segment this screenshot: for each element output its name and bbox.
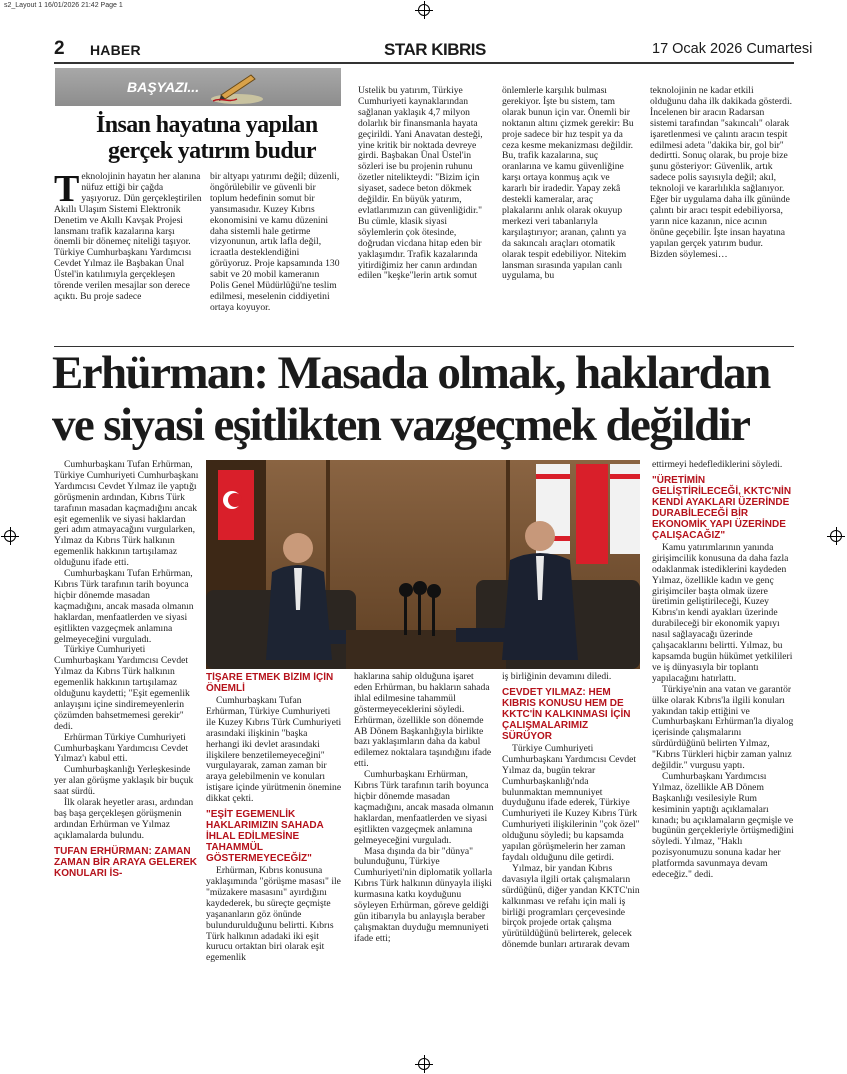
article-paragraph: haklarına sahip olduğuna işaret eden Erhürman, bu hakların sahada ihlal edilmesine tahammül göstermeyeceklerini söyledi. Erhürman, özellikle son dönemde AB Dönem Başkanlığıyla birlikte bazı yaklaşımların daha da kabul edilemez noktalara taşındığını ifade etti. <box>354 672 492 770</box>
print-slug: s2_Layout 1 16/01/2026 21:42 Page 1 <box>4 2 123 9</box>
issue-date: 17 Ocak 2026 Cumartesi <box>652 41 813 57</box>
registration-mark-top-icon <box>418 4 430 16</box>
editorial-column-5: teknolojinin ne kadar etkili olduğunu daha ilk dakikada gösterdi. İncelenen bir aracın Radarsan sistemi tarafından "sakıncalı" olarak işaretlenmesi ve çalıntı aracın tespit edilmesi adeta "dakika bir, gol bir" dedirtti. Sonuç olarak, bu proje bize şunu gösteriyor: Güvenlik, artık sadece polis sayısıyla değil; akıl, teknoloji ve kararlılıkla sağlanıyor. Eğer bir uygulama daha ilk gününde çalıntı bir aracı tespit edebiliyorsa, yarın nice kazanın, nice acının önüne geçebilir. İşte insan hayatına yapılan gerçek yatırım budur. Bizden söylemesi… <box>650 86 792 260</box>
article-column-4 <box>502 672 640 1074</box>
article-right-column <box>652 460 794 1074</box>
subheading-tufan-erhurman: TUFAN ERHÜRMAN: ZAMAN ZAMAN BİR ARAYA GELEREK KONULARI İS- <box>54 845 197 879</box>
editorial-title-line2: gerçek yatırım budur <box>108 138 316 164</box>
editorial-label: BAŞYAZI... <box>127 79 200 95</box>
subheading-tisare: TİŞARE ETMEK BİZİM İÇİN ÖNEMLİ <box>206 672 334 694</box>
article-paragraph: Erhürman Türkiye Cumhuriyeti Cumhurbaşkanı Yardımcısı Cevdet Yılmaz'ı kabul etti. <box>54 731 189 765</box>
subheading-uretimin: "ÜRETİMİN GELİŞTİRİLECEĞİ, KKTC'NİN KENDİ AYAKLARI ÜZERİNDE DURABİLECEĞİ BİR EKONOMİK YAPI ÜZERİNDE ÇALIŞACAĞIZ" <box>652 474 792 541</box>
headline-line2: ve siyasi eşitlikten vazgeçmek değildir <box>52 399 750 451</box>
article-paragraph: Cumhurbaşkanı Yardımcısı Yılmaz, özellikle AB Dönem Başkanlığı vesilesiyle Rum kesiminin yaptığı açıklamaları kınadı; bu açıklamaların geçmişle ve bugünün gerçekleriyle örtüşmediğini söyledi. Yılmaz, "Haklı pozisyonumuzu sonuna kadar her platformda savunmaya devam edeceğiz." dedi. <box>652 770 794 881</box>
article-paragraph: Erhürman, Kıbrıs konusuna yaklaşımında "görüşme masası" ile "müzakere masasını" ayırdığını kaydederek, bu süreçte geçmişte yaşananların göz önünde bulundurulduğunu belirtti. Kıbrıs Türk halkının adadaki iki eşit kurucu ortaktan biri olarak eşit egemenlik <box>206 865 341 964</box>
subheading-esit-egemenlik: "EŞİT EGEMENLİK HAKLARIMIZIN SAHADA İHLAL EDİLMESİNE TAHAMMÜL GÖSTERMEYECEĞİZ" <box>206 809 324 865</box>
editorial-column-2: bir altyapı yatırımı değil; düzenli, öngörülebilir ve güvenli bir toplum hedefinin somut bir yansımasıdır. Kuzey Kıbrıs ekonomisini ve kamu düzenini daha sistemli hale getirme vizyonunun, artık lafla değil, icraatla desteklendiğini görüyoruz. Proje kapsamında 130 sabit ve 20 mobil kameranın Polis Genel Müdürlüğü'ne teslim edilmesi, meselenin ciddiyetini ortaya koyuyor. <box>210 172 340 313</box>
article-column-2 <box>206 672 342 1074</box>
editorial-column-3: Üstelik bu yatırım, Türkiye Cumhuriyeti kaynaklarından sağlanan yaklaşık 4,7 milyon dolarlık bir finansmanla hayata geçirildi. Yani Anavatan desteği, yine kritik bir noktada devreye girdi. Başbakan Ünal Üstel'in sözleri ise bu projenin ruhunu özetler nitelikteydi: "Bizim için siyaset, sadece beton dökmek değildir. En büyük yatırım, evlatlarımızın can güvenliğidir." Bu cümle, klasik siyasi söylemlerin çok ötesinde, doğrudan vicdana hitap eden bir yaklaşımdır. Trafik kazalarında yitirdiğimiz her canın ardından edilen "keşke"lerin artık somut <box>358 86 483 282</box>
article-paragraph: Türkiye'nin ana vatan ve garantör ülke olarak Kıbrıs'la ilgili konuları yakından takip ettiğini ve Cumhurbaşkanı Erhürman'la diyalog içerisinde çalışmalarını sürdürdüğünü belirten Yılmaz, "Kıbrıs Türkleri hiçbir zaman yalnız değildir." vurgusu yaptı. <box>652 683 794 772</box>
article-paragraph: Yılmaz, bir yandan Kıbrıs davasıyla ilgili ortak çalışmaların sürdüğünü, diğer yandan KKTC'nin kalkınması ve refahı için mali iş birliği programları çerçevesinde birçok projede ortak çalışma yürütüldüğünü belirterek, gelecek dönemde bunları artırarak devam <box>502 862 640 951</box>
editorial-col1-text: eknolojinin hayatın her alanına nüfuz ettiği bir çağda yaşıyoruz. Dün gerçekleştirilen Akıllı Ulaşım Sistemi Elektronik Denetim ve Akıllı Kavşak Projesi lansmanı trafik kazalarına karşı önemli bir dönemeç niteliği taşıyor. Türkiye Cumhurbaşkanı Yardımcısı Cevdet Yılmaz ile Başbakan Ünal Üstel'in katılımıyla gerçekleşen törende verilen mesajlar son derece açıktı. Bu proje sadece <box>54 172 202 302</box>
article-paragraph: Cumhurbaşkanı Tufan Erhürman, Türkiye Cumhuriyeti Cumhurbaşkanı Yardımcısı Cevdet Yılmaz ile yaptığı görüşmenin ardından, Kıbrıs Türk tarafının masadan kaçmadığını ancak eşit egemenlik ve siyasi haklardan geri adım atmayacağını vurgularken, Yılmaz da Kıbrıs Türk halkının egemenlik hakkının tartışılamaz olduğunu ifade etti. <box>54 460 199 569</box>
article-paragraph: Türkiye Cumhuriyeti Cumhurbaşkanı Yardımcısı Cevdet Yılmaz da Kıbrıs Türk halkının egemenlik hakkının tartışılamaz olduğunu kaydetti; "Eşit egemenlik anlayışını içine sindiremeyenlerin çözümden bahsetmemesi gerekir" dedi. <box>54 644 190 732</box>
article-paragraph: Kamu yatırımlarının yanında girişimcilik konusuna da daha fazla odaklanmak istediklerini kaydeden Yılmaz, özellikle kadın ve genç girişimciler başta olmak üzere üretimin geliştirileceği, Kuzey Kıbrıs'ın kendi ayakları üzerinde durabileceği bir ekonomik yapıyı nasıl sağlayacağı üzerinde çalışacaklarını belirtti. Yılmaz, bu kapsamda bugün hükümet yetkilileri ve iş dünyasıyla bir toplantı yapılacağını hatırlattı. <box>652 541 793 684</box>
editorial-column-4: önlemlerle karşılık bulması gerekiyor. İşte bu sistem, tam olarak bunun için var. Önemli bir noktanın altını çizmek gerekir: Bu proje sadece bir hız tespit ya da ceza kesme mekanizması değildir. Bu, trafik kazalarına, suç oranlarına ve kamu güvenliğine karşı ortaya konmuş açık ve kararlı bir iradedir. Yapay zekâ destekli kameralar, araç plakalarını anlık olarak okuyup merkezi veri tabanlarıyla karşılaştırıyor; aranan, çalıntı ya da sakıncalı araçları otomatik olarak tespit edebiliyor. Nitekim lansman sırasında yapılan canlı uygulama, bu <box>502 86 634 282</box>
article-paragraph: ettirmeyi hedeflediklerini söyledi. <box>652 460 783 470</box>
article-paragraph: iş birliğinin devamını diledi. <box>502 672 612 682</box>
article-paragraph: Cumhurbaşkanı Erhürman, Kıbrıs Türk tarafının tarih boyunca hiçbir dönemde masadan kaçmadığını, ancak masada olmanın haklardan, menfaatlerden ve siyasi eşitlikten vazgeçmek anlamına gelmeyeceğini vurguladı. <box>354 769 494 846</box>
editorial-drop-cap: T <box>54 172 80 210</box>
registration-mark-left-icon <box>4 530 16 542</box>
pen-writing-icon <box>207 69 265 105</box>
subheading-cevdet-yilmaz: CEVDET YILMAZ: HEM KIBRIS KONUSU HEM DE KKTC'İN KALKINMASI İÇİN ÇALIŞMALARIMIZ SÜRÜYOR <box>502 686 631 742</box>
headline-line1: Erhürman: Masada olmak, haklardan <box>52 347 770 399</box>
meeting-photo-illustration <box>206 460 640 669</box>
article-paragraph: Masa dışında da bir "dünya" bulunduğunu, Türkiye Cumhuriyeti'nin diplomatik yollarla Kıbrıs Türk halkının dünyayla ilişki kurmasına katkı koyduğunu söyleyen Erhürman, göreve geldiği gün itibarıyla bu anlayışla beraber çalışmaktan duyduğu memnuniyeti ifade etti; <box>354 845 493 944</box>
editorial-column-1 <box>54 172 202 346</box>
registration-mark-right-icon <box>830 530 842 542</box>
article-paragraph: Cumhurbaşkanı Tufan Erhürman, Türkiye Cumhuriyeti ile Kuzey Kıbrıs Türk Cumhuriyeti arasındaki ilişkinin "başka herhangi iki devlet arasındaki ilişkilere benzetilemeyeceğini" vurgulayarak, zaman zaman bir araya gelebilmenin ve konuları istişare içinde yürütmenin önemine dikkat çekti. <box>206 695 342 805</box>
article-paragraph: İlk olarak heyetler arası, ardından baş başa gerçekleşen görüşmenin ardından Erhürman ve Yılmaz açıklamalarda bulundu. <box>54 797 194 841</box>
editorial-title-line1: İnsan hayatına yapılan <box>96 112 318 138</box>
article-paragraph: Cumhurbaşkanlığı Yerleşkesinde yer alan görüşme yaklaşık bir buçuk saat sürdü. <box>54 764 194 798</box>
article-paragraph: Cumhurbaşkanı Tufan Erhürman, Kıbrıs Türk tarafının tarih boyunca hiçbir dönemde masadan kaçmadığını, ancak masada olmanın haklardan, menfaatlerden ve siyasi eşitlikten vazgeçmek anlamına gelmeyeceğini vurguladı. <box>54 568 194 645</box>
page-number: 2 <box>54 38 65 59</box>
article-left-column <box>54 460 200 1074</box>
meeting-photo <box>206 460 640 669</box>
brand-name: STAR KIBRIS <box>384 40 486 59</box>
article-paragraph: Türkiye Cumhuriyeti Cumhurbaşkanı Yardımcısı Cevdet Yılmaz da, bugün tekrar Cumhurbaşkanlığı'nda bulunmaktan memnuniyet duyduğunu ifade ederek, Türkiye Cumhuriyeti ile Kuzey Kıbrıs Türk Cumhuriyeti ilişkilerinin "çok özel" olduğunu söyledi; bu kapsamda yapılan görüşmelerin her zaman faydalı olduğunu dile getirdi. <box>502 742 640 863</box>
editorial-label-box <box>55 68 341 106</box>
article-column-3 <box>354 672 494 1074</box>
section-name: HABER <box>90 42 141 58</box>
header-rule <box>54 62 794 64</box>
